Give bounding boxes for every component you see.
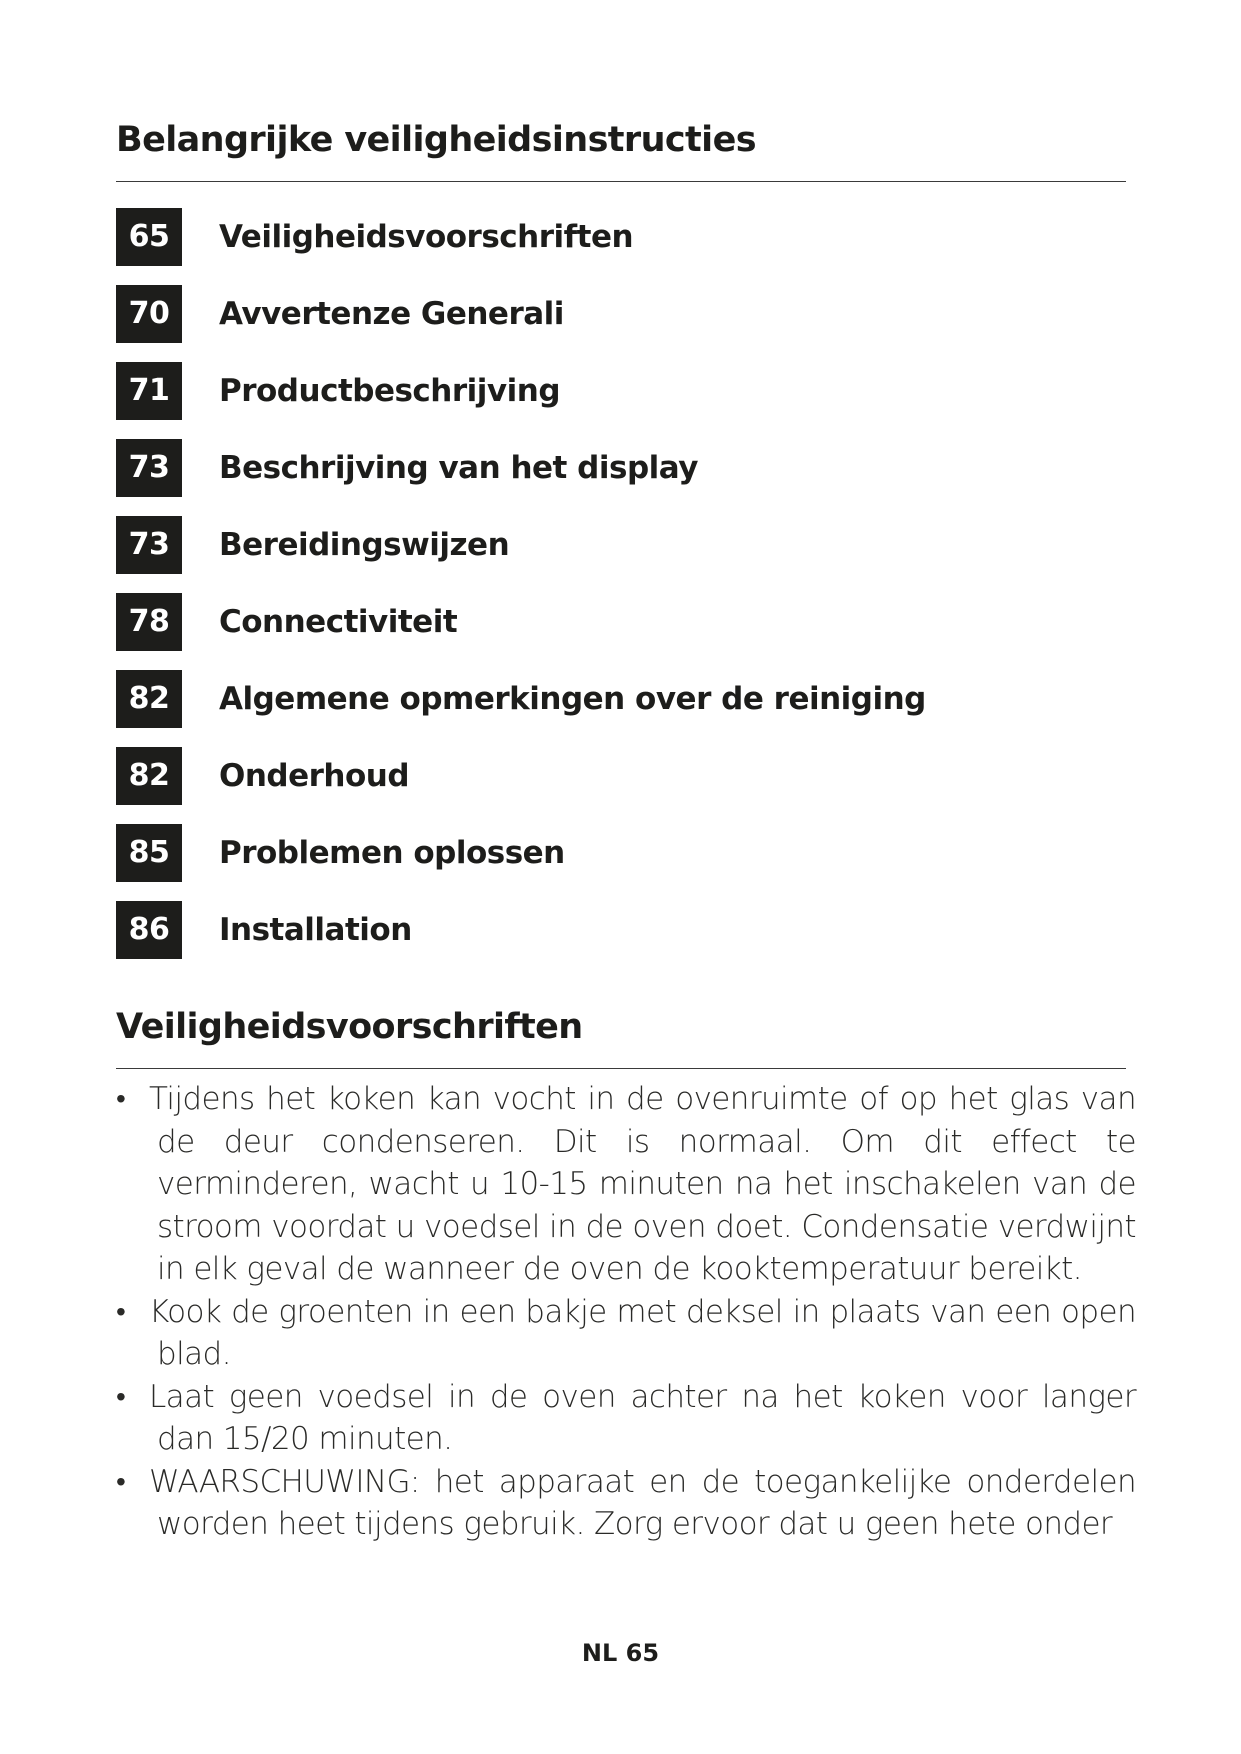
toc-page-number: 78 (116, 593, 182, 651)
toc-item[interactable] (116, 901, 1016, 959)
toc-item[interactable] (116, 362, 1016, 420)
toc-page-number: 73 (116, 439, 182, 497)
toc-item[interactable] (116, 670, 1016, 728)
toc-item[interactable] (116, 208, 1016, 266)
toc-label: Connectiviteit (219, 604, 458, 640)
toc-item[interactable] (116, 285, 1016, 343)
toc-label: Algemene opmerkingen over de reiniging (219, 681, 926, 717)
toc-section-title: Belangrijke veiligheidsinstructies (116, 120, 1126, 182)
toc-label: Veiligheidsvoorschriften (219, 219, 634, 255)
toc-page-number: 82 (116, 670, 182, 728)
bullet-icon: • (116, 1082, 126, 1115)
toc-label: Productbeschrijving (219, 373, 561, 409)
toc-item[interactable] (116, 747, 1016, 805)
toc-item[interactable] (116, 439, 1016, 497)
bullet-icon: • (116, 1379, 126, 1413)
safety-instructions-list (116, 1078, 1136, 1546)
list-item-text: WAARSCHUWING: het apparaat en de toegankelijke onderdelen worden heet tijdens gebruik. Zorg ervoor dat u geen hete onder (149, 1463, 1136, 1542)
list-item (116, 1461, 1136, 1546)
list-item (116, 1376, 1136, 1461)
list-item-text: Kook de groenten in een bakje met deksel in plaats van een open blad. (149, 1293, 1136, 1372)
toc-item[interactable] (116, 824, 1016, 882)
toc-page-number: 85 (116, 824, 182, 882)
toc-page-number: 70 (116, 285, 182, 343)
toc-page-number: 82 (116, 747, 182, 805)
safety-section-title: Veiligheidsvoorschriften (116, 1007, 1126, 1069)
toc-label: Beschrijving van het display (219, 450, 698, 486)
toc-label: Avvertenze Generali (219, 296, 564, 332)
list-item (116, 1291, 1136, 1376)
toc-item[interactable] (116, 593, 1016, 651)
toc-label: Onderhoud (219, 758, 410, 794)
toc-label: Bereidingswijzen (219, 527, 510, 563)
list-item-text: Laat geen voedsel in de oven achter na het koken voor langer dan 15/20 minuten. (149, 1378, 1136, 1457)
bullet-icon: • (116, 1464, 126, 1498)
toc-page-number: 86 (116, 901, 182, 959)
bullet-icon: • (116, 1294, 126, 1328)
toc-page-number: 65 (116, 208, 182, 266)
toc-item[interactable] (116, 516, 1016, 574)
toc-label: Problemen oplossen (219, 835, 565, 871)
toc-label: Installation (219, 912, 412, 948)
toc-page-number: 73 (116, 516, 182, 574)
list-item (116, 1078, 1136, 1291)
toc-page-number: 71 (116, 362, 182, 420)
list-item-text: Tijdens het koken kan vocht in de ovenruimte of op het glas van de deur condenseren. Dit is normaal. Om dit effect te verminderen, wacht u 10-15 minuten na het inschakelen van de stroom voordat u voedsel in de oven doet. Condensatie verdwijnt in elk geval de wanneer de oven de kooktemperatuur bereikt. (149, 1081, 1136, 1287)
page-footer: NL 65 (581, 1639, 660, 1667)
